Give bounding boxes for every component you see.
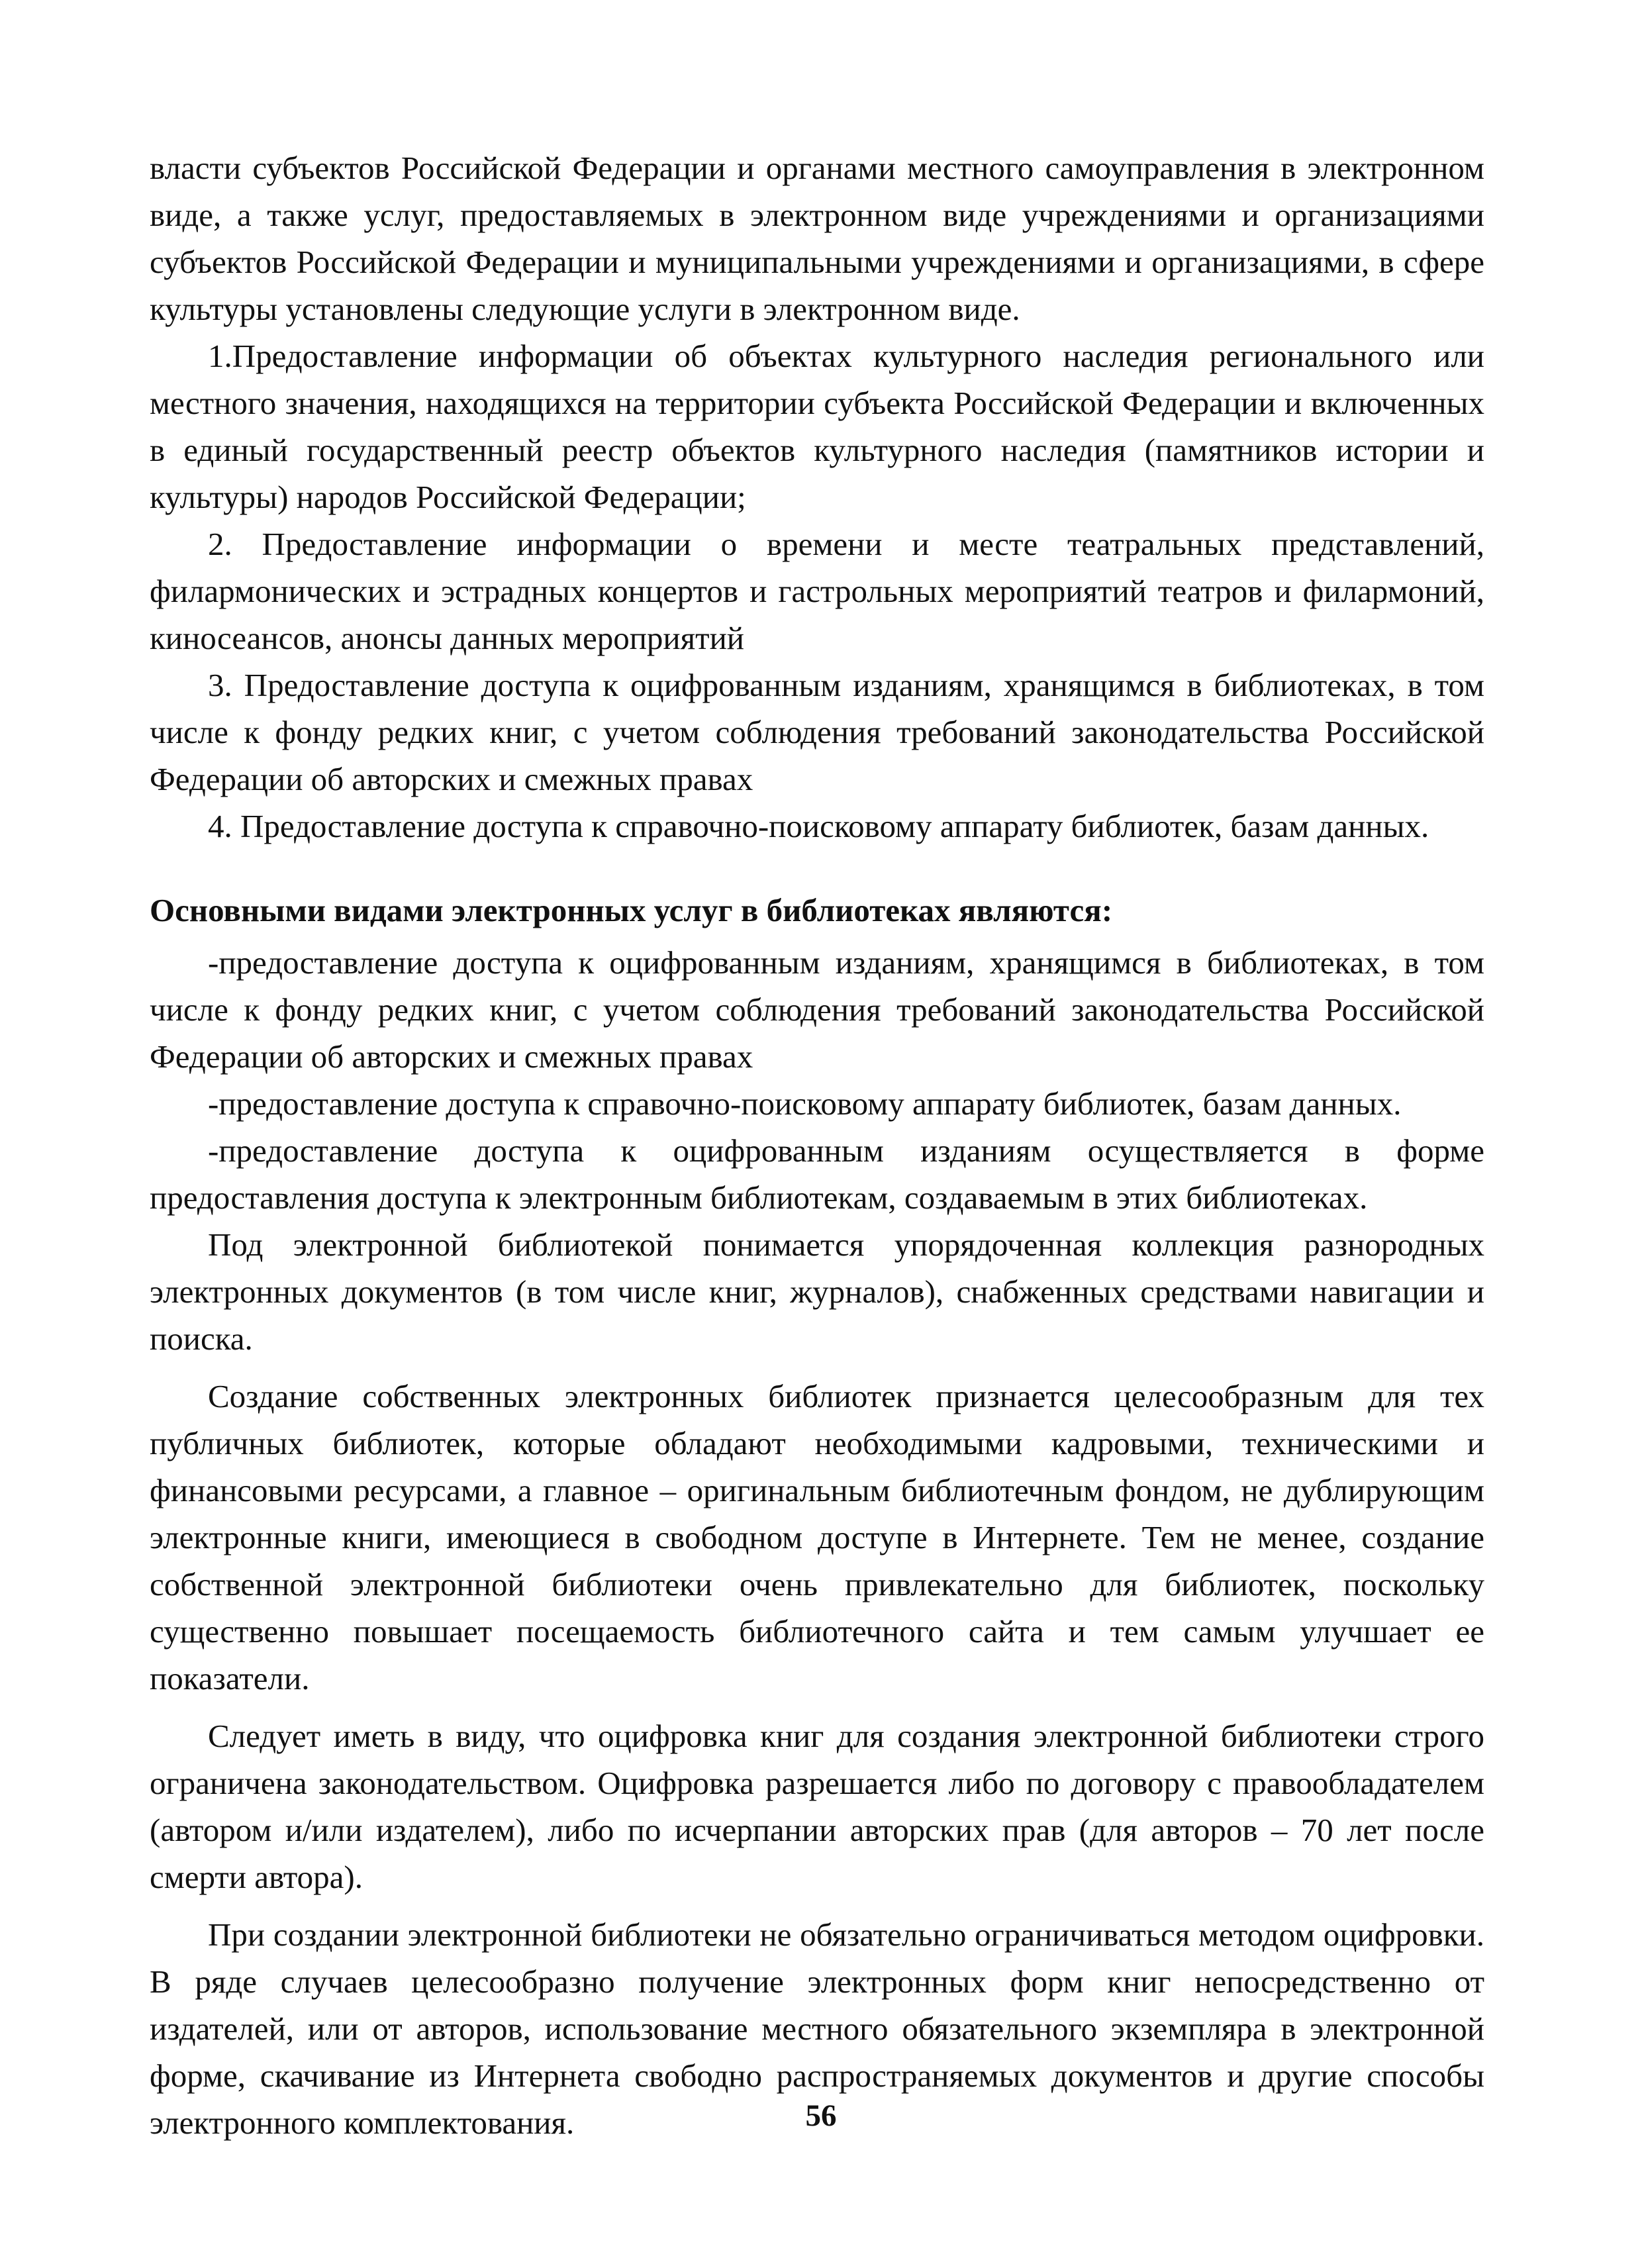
service-item-3: 3. Предоставление доступа к оцифрованным изданиям, хранящимся в библиотеках, в том числе к фонду редких книг, с учетом соблюдения требований законодательства Российской Федерации об авторских и смежных правах	[150, 667, 1484, 797]
body-paragraph-3: Следует иметь в виду, что оцифровка книг для создания электронной библиотеки строго ограничена законодательством. Оцифровка разрешается либо по договору с правообладателем (автором и/или издателем), либо по исчерпании авторских прав (для авторов – 70 лет после смерти автора).	[150, 1718, 1484, 1895]
kind-item-3: -предоставление доступа к оцифрованным изданиям осуществляется в форме предоставления доступа к электронным библиотекам, создаваемым в этих библиотеках.	[150, 1132, 1484, 1216]
service-item-2: 2. Предоставление информации о времени и месте театральных представлений, филармонических и эстрадных концертов и гастрольных мероприятий театров и филармоний, киносеансов, анонсы данных мероприятий	[150, 526, 1484, 656]
body-paragraph-2: Создание собственных электронных библиотек признается целесообразным для тех публичных библиотек, которые обладают необходимыми кадровыми, техническими и финансовыми ресурсами, а главное – оригинальным библиотечным фондом, не дублирующим электронные книги, имеющиеся в свободном доступе в Интернете. Тем не менее, создание собственной электронной библиотеки очень привлекательно для библиотек, поскольку существенно повышает посещаемость библиотечного сайта и тем самым улучшает ее показатели.	[150, 1378, 1484, 1697]
body-paragraph-4: При создании электронной библиотеки не обязательно ограничиваться методом оцифровки. В ряде случаев целесообразно получение электронных форм книг непосредственно от издателей, или от авторов, использование местного обязательного экземпляра в электронной форме, скачивание из Интернета свободно распространяемых документов и другие способы электронного комплектования.	[150, 1916, 1484, 2141]
document-page	[150, 144, 1484, 2146]
body-paragraph-1: Под электронной библиотекой понимается упорядоченная коллекция разнородных электронных документов (в том числе книг, журналов), снабженных средствами навигации и поиска.	[150, 1226, 1484, 1357]
section-heading: Основными видами электронных услуг в библиотеках являются:	[150, 892, 1113, 928]
intro-paragraph: власти субъектов Российской Федерации и органами местного самоуправления в электронном виде, а также услуг, предоставляемых в электронном виде учреждениями и организациями субъектов Российской Федерации и муниципальными учреждениями и организациями, в сфере культуры установлены следующие услуги в электронном виде.	[150, 150, 1484, 327]
kind-item-1: -предоставление доступа к оцифрованным изданиям, хранящимся в библиотеках, в том числе к фонду редких книг, с учетом соблюдения требований законодательства Российской Федерации об авторских и смежных правах	[150, 944, 1484, 1075]
page-number: 56	[805, 2098, 837, 2133]
service-item-1: 1.Предоставление информации об объектах культурного наследия регионального или местного значения, находящихся на территории субъекта Российской Федерации и включенных в единый государственный реестр объектов культурного наследия (памятников истории и культуры) народов Российской Федерации;	[150, 338, 1484, 515]
service-item-4: 4. Предоставление доступа к справочно-поисковому аппарату библиотек, базам данных.	[208, 808, 1429, 844]
kind-item-2: -предоставление доступа к справочно-поисковому аппарату библиотек, базам данных.	[208, 1085, 1402, 1122]
